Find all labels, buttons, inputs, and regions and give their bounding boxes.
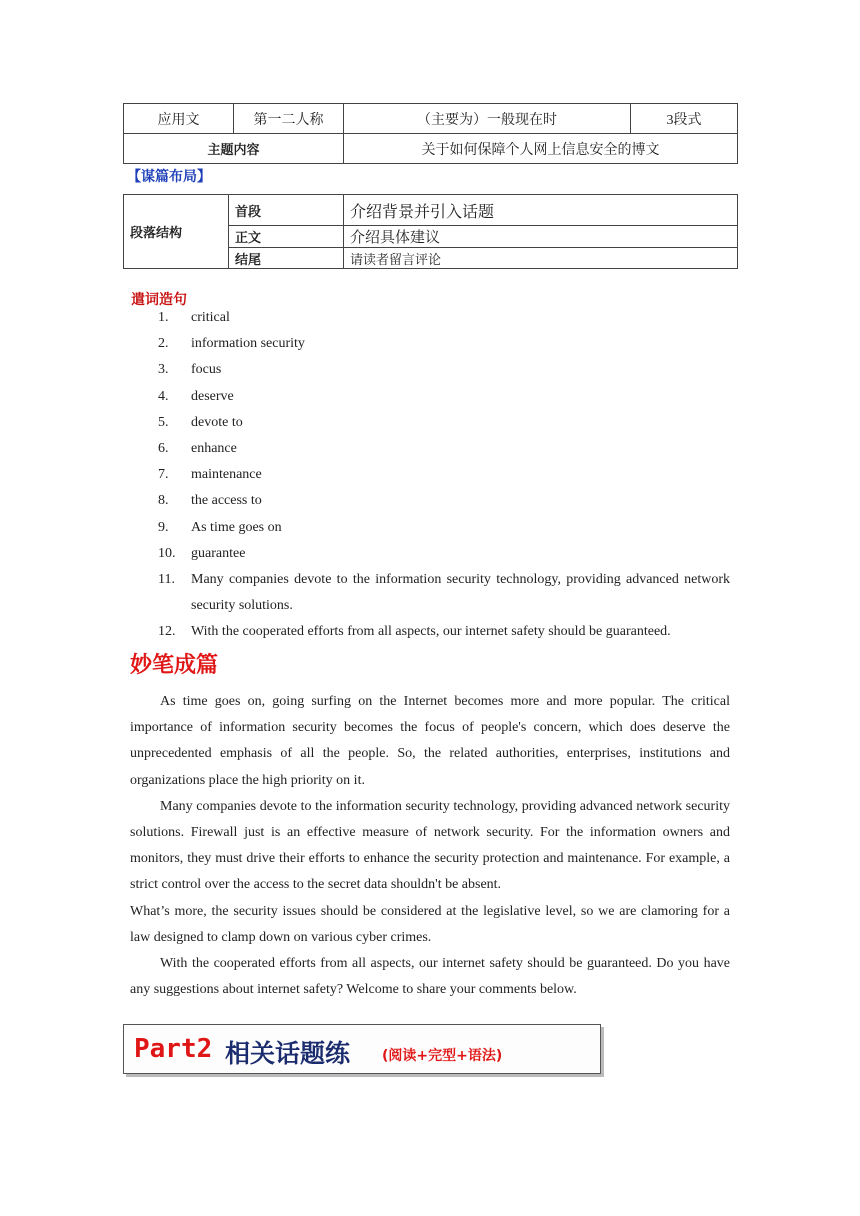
item-text: As time goes on bbox=[191, 519, 282, 535]
structure-content: 请读者留言评论 bbox=[344, 248, 738, 269]
list-item bbox=[124, 384, 730, 410]
list-item bbox=[124, 357, 730, 383]
essay-paragraph: With the cooperated efforts from all aspects, our internet safety should be guaranteed. Do you have any suggestions about internet safety? Welcome to share your comments below. bbox=[130, 956, 730, 998]
structure-part: 首段 bbox=[229, 195, 344, 226]
list-item bbox=[124, 410, 730, 436]
essay-body bbox=[130, 689, 730, 1003]
structure-content: 介绍具体建议 bbox=[344, 226, 738, 248]
item-number: 1. bbox=[158, 310, 169, 325]
item-text: maintenance bbox=[191, 467, 262, 483]
structure-part: 正文 bbox=[229, 226, 344, 248]
structure-content: 介绍背景并引入话题 bbox=[344, 195, 738, 226]
item-number: 5. bbox=[158, 414, 169, 430]
structure-label: 段落结构 bbox=[124, 195, 229, 269]
item-number: 2. bbox=[158, 336, 169, 352]
item-text: deserve bbox=[191, 388, 234, 404]
item-number: 8. bbox=[158, 493, 169, 509]
structure-part: 结尾 bbox=[229, 248, 344, 269]
layout-heading: 【谋篇布局】 bbox=[127, 169, 211, 185]
list-item bbox=[124, 305, 730, 331]
item-text: Many companies devote to the information security technology, providing advanced network security solutions. bbox=[191, 572, 730, 614]
item-number: 6. bbox=[158, 441, 169, 457]
overview-cell-type: 应用文 bbox=[124, 104, 234, 134]
item-text: information security bbox=[191, 336, 305, 352]
essay-heading: 妙笔成篇 bbox=[130, 653, 219, 678]
item-text: enhance bbox=[191, 441, 237, 457]
item-text: the access to bbox=[191, 493, 262, 509]
item-number: 3. bbox=[158, 362, 169, 378]
paragraph-structure-table bbox=[123, 194, 738, 269]
vocab-heading: 遣词造句 bbox=[131, 292, 187, 308]
item-number: 9. bbox=[158, 519, 169, 535]
item-number: 10. bbox=[158, 545, 176, 561]
essay-paragraph: As time goes on, going surfing on the Internet becomes more and more popular. The critical importance of information security becomes the focus of people's concern, which does deserve the unprecedented emphasis of all the people. So, the related authorities, enterprises, institutions and organizations place the high priority on it. bbox=[130, 694, 730, 788]
part-title: 相关话题练 bbox=[225, 1039, 351, 1068]
item-text: guarantee bbox=[191, 545, 246, 561]
list-item bbox=[124, 488, 730, 514]
overview-cell-structure: 3段式 bbox=[631, 104, 738, 134]
list-item bbox=[124, 462, 730, 488]
part-label: Part2 bbox=[134, 1034, 213, 1064]
list-item bbox=[124, 567, 730, 619]
list-item bbox=[124, 619, 730, 645]
item-number: 4. bbox=[158, 388, 169, 404]
structure-row bbox=[124, 195, 738, 226]
item-number: 7. bbox=[158, 467, 169, 483]
overview-row bbox=[124, 134, 738, 164]
part-subtitle: (阅读+完型+语法) bbox=[382, 1048, 503, 1064]
topic-label: 主题内容 bbox=[124, 134, 344, 164]
topic-value: 关于如何保障个人网上信息安全的博文 bbox=[344, 134, 738, 164]
part2-banner bbox=[123, 1024, 601, 1074]
item-text: focus bbox=[191, 362, 222, 378]
overview-table bbox=[123, 103, 738, 164]
list-item bbox=[124, 436, 730, 462]
list-item bbox=[124, 515, 730, 541]
item-text: critical bbox=[191, 310, 230, 325]
essay-paragraph: Many companies devote to the information security technology, providing advanced network security solutions. Firewall just is an effective measure of network security. For the information owners and monitors, they must drive their efforts to enhance the security protection and maintenance. For example, a strict control over the access to the secret data shouldn't be absent. bbox=[130, 798, 730, 893]
essay-paragraph: What’s more, the security issues should be considered at the legislative level, so we are clamoring for a law designed to clamp down on various cyber crimes. bbox=[130, 903, 730, 945]
item-number: 11. bbox=[158, 572, 175, 588]
list-item bbox=[124, 541, 730, 567]
vocab-list bbox=[124, 305, 730, 646]
overview-row bbox=[124, 104, 738, 134]
item-number: 12. bbox=[158, 624, 176, 640]
overview-cell-tense: （主要为）一般现在时 bbox=[344, 104, 631, 134]
overview-cell-person: 第一二人称 bbox=[234, 104, 344, 134]
item-text: With the cooperated efforts from all aspects, our internet safety should be guaranteed. bbox=[191, 624, 671, 640]
list-item bbox=[124, 331, 730, 357]
item-text: devote to bbox=[191, 414, 243, 430]
